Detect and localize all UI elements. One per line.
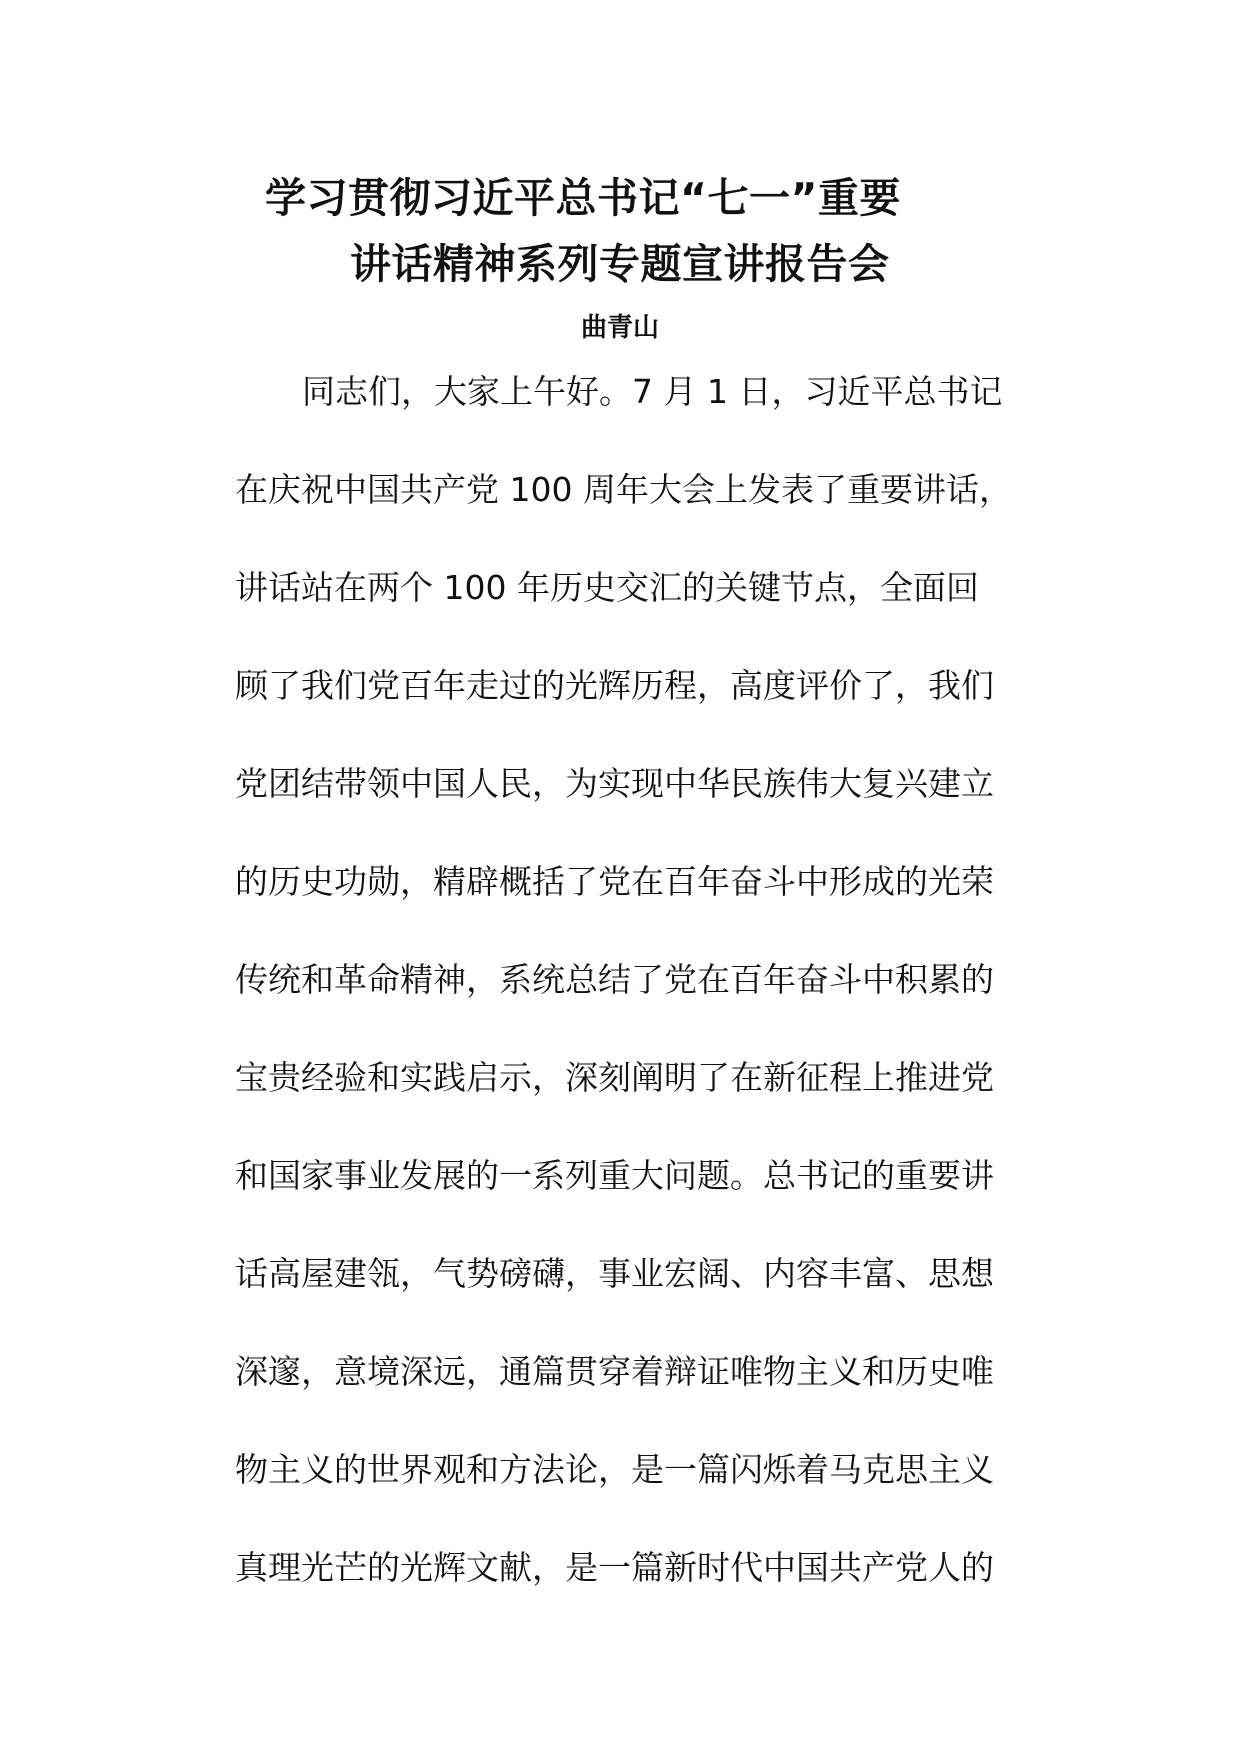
document-author: 曲青山 [580, 313, 659, 343]
body-line: 传统和革命精神，系统总结了党在百年奋斗中积累的 [235, 960, 994, 999]
body-line: 同志们，大家上午好。7 月 1 日，习近平总书记 [302, 372, 1003, 411]
body-line: 宝贵经验和实践启示，深刻阐明了在新征程上推进党 [235, 1058, 994, 1097]
body-line: 在庆祝中国共产党 100 周年大会上发表了重要讲话， [235, 470, 1012, 509]
body-line: 顾了我们党百年走过的光辉历程，高度评价了，我们 [235, 666, 994, 705]
body-line: 深邃，意境深远，通篇贯穿着辩证唯物主义和历史唯 [235, 1352, 994, 1391]
body-line: 真理光芒的光辉文献，是一篇新时代中国共产党人的 [235, 1548, 994, 1587]
body-line: 和国家事业发展的一系列重大问题。总书记的重要讲 [235, 1156, 994, 1195]
body-line: 讲话站在两个 100 年历史交汇的关键节点，全面回 [235, 568, 979, 607]
body-line: 的历史功勋，精辟概括了党在百年奋斗中形成的光荣 [235, 862, 994, 901]
document-title-line-1: 学习贯彻习近平总书记“七一”重要 [265, 174, 901, 222]
body-line: 党团结带领中国人民，为实现中华民族伟大复兴建立 [235, 764, 994, 803]
document-title-line-2: 讲话精神系列专题宣讲报告会 [350, 240, 890, 288]
body-line: 话高屋建瓴，气势磅礴，事业宏阔、内容丰富、思想 [235, 1254, 994, 1293]
body-line: 物主义的世界观和方法论，是一篇闪烁着马克思主义 [235, 1450, 994, 1489]
